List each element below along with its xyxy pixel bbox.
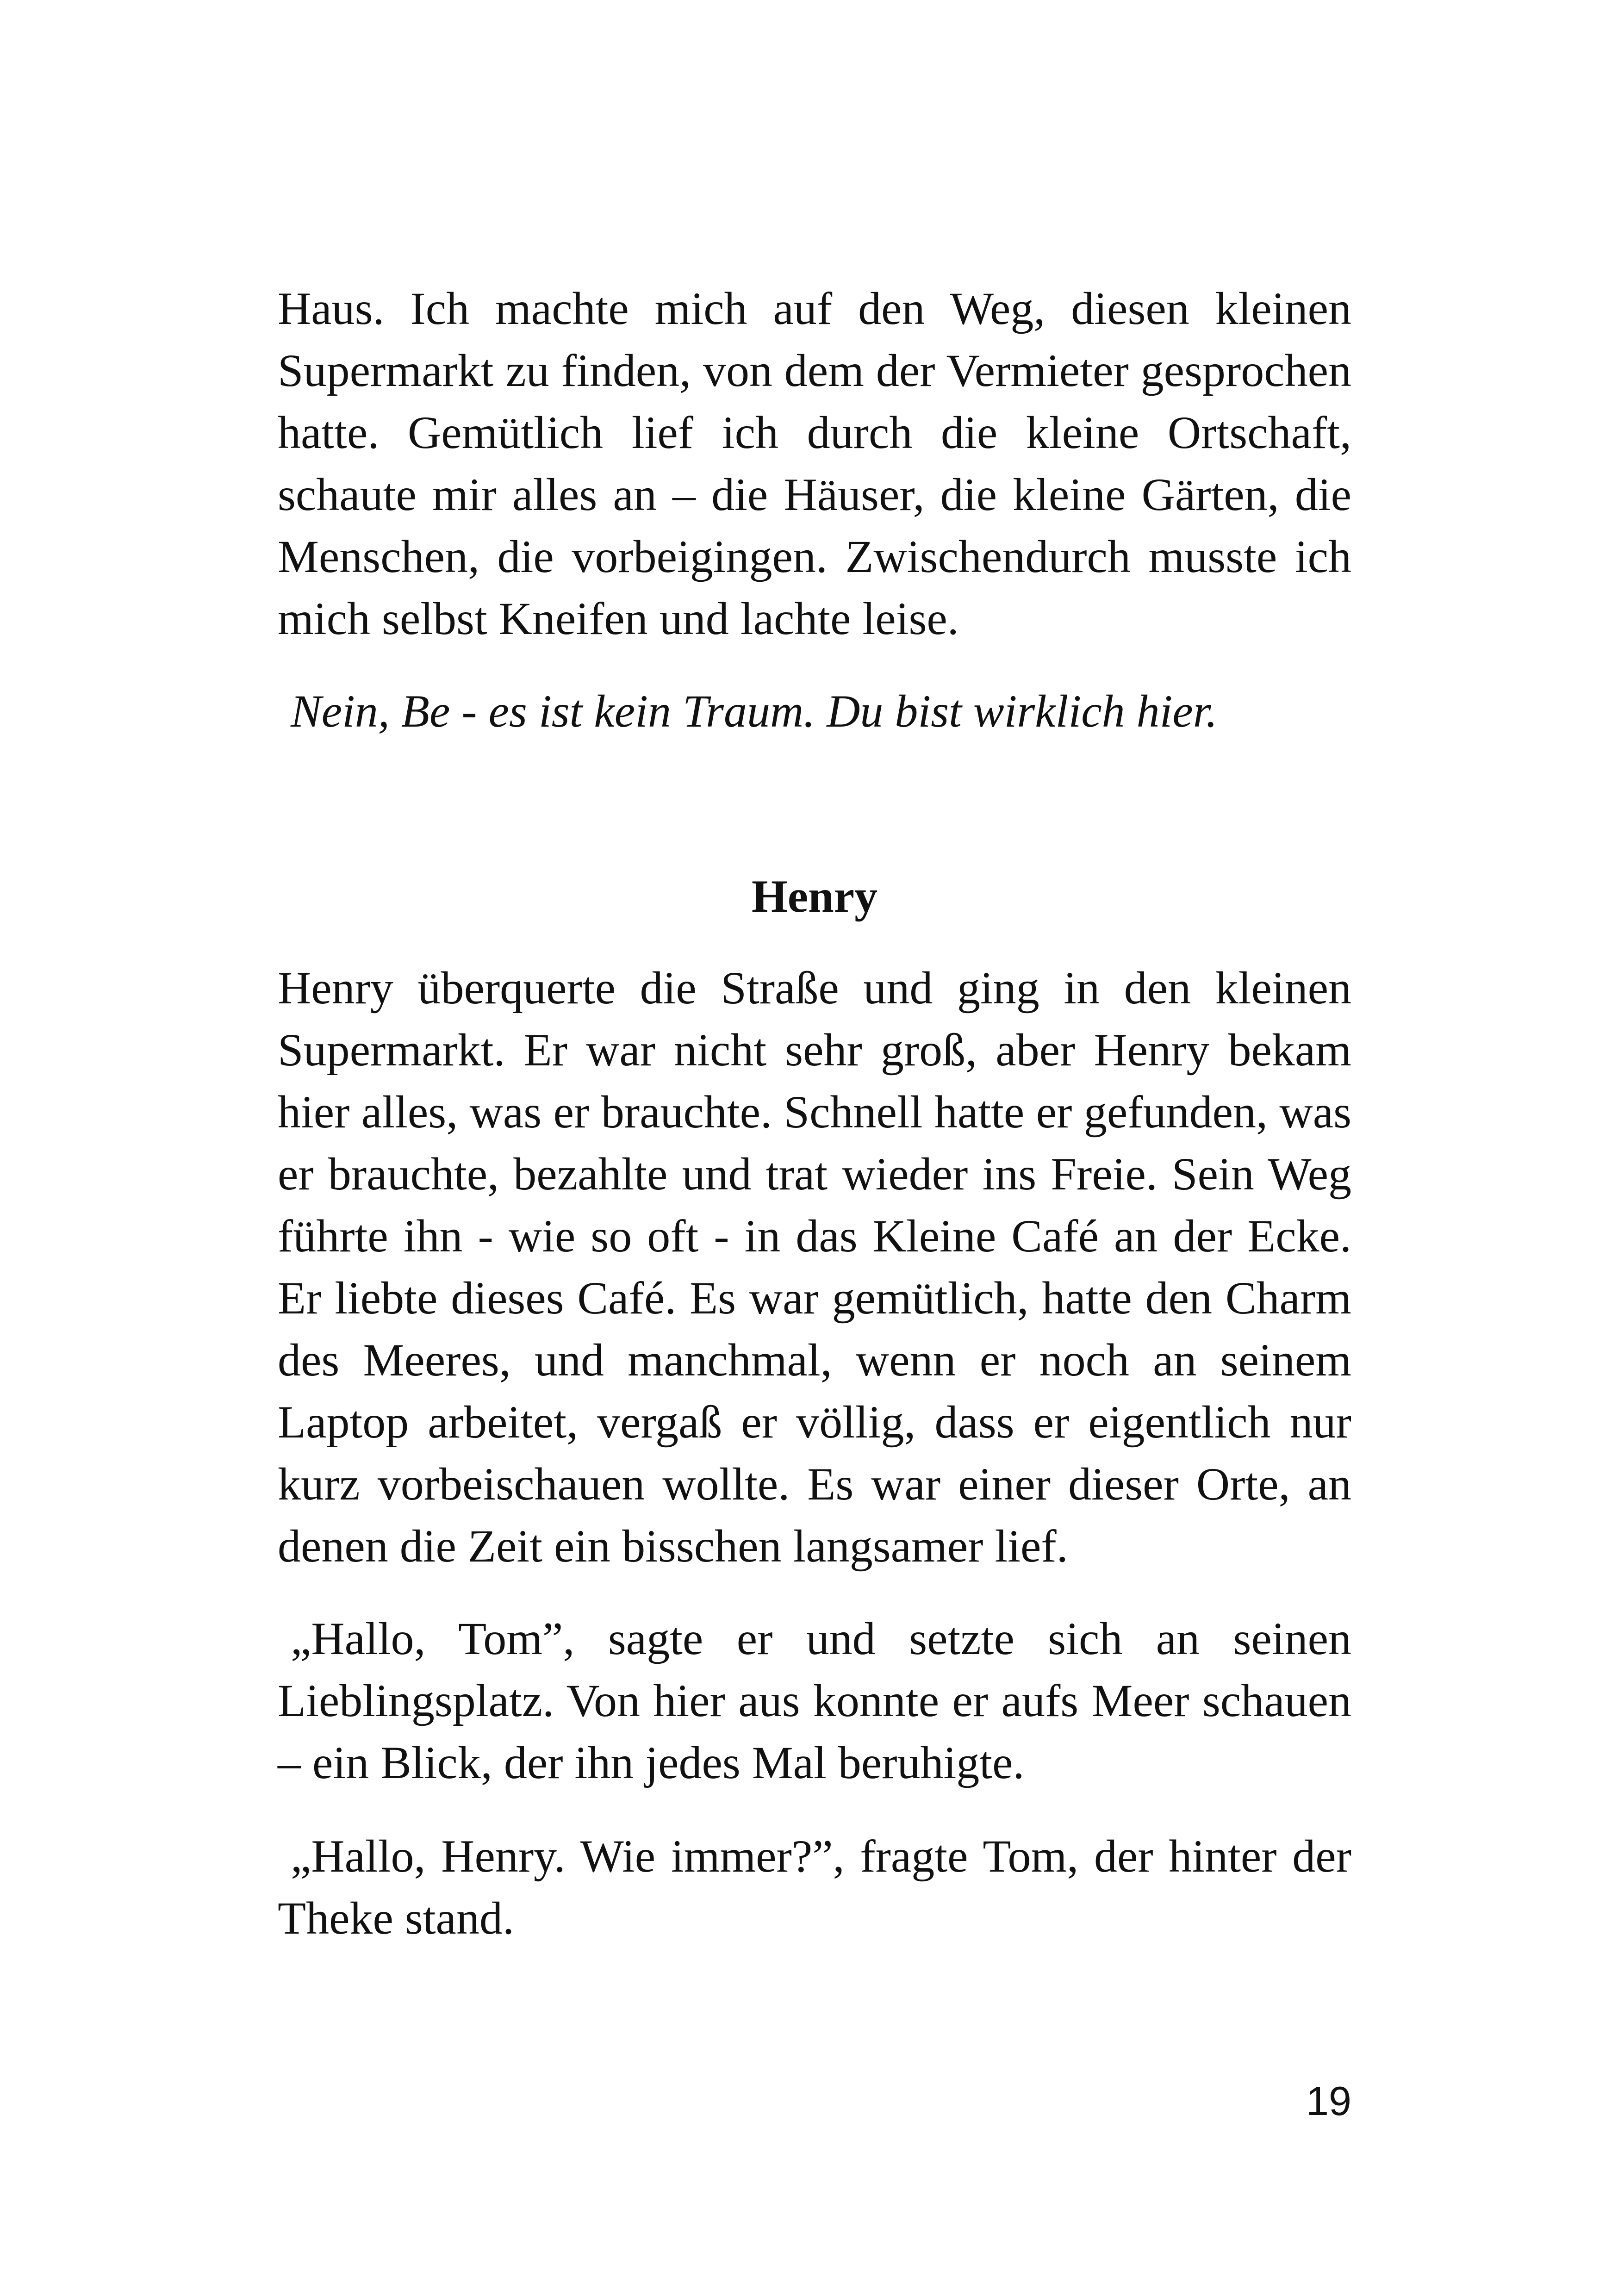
section-heading: Henry (751, 871, 878, 922)
paragraph-dialogue-tom: „Hallo, Henry. Wie immer?”, fragte Tom, der hinter der Theke stand. (278, 1830, 1351, 1944)
paragraph-henry: Henry überquerte die Straße und ging in den kleinen Supermarkt. Er war nicht sehr groß, aber Henry bekam hier alles, was er brauchte. Schnell hatte er gefunden, was er brauchte, bezahlte und trat wieder ins Freie. Sein Weg führte ihn - wie so oft - in das Kleine Café an der Ecke. Er liebte dieses Café. Es war gemütlich, hatte den Charm des Meeres, und manchmal, wenn er noch an seinem Laptop arbeitet, vergaß er völlig, dass er eigentlich nur kurz vorbeischauen wollte. Es war einer dieser Orte, an denen die Zeit ein bisschen langsamer lief. (278, 962, 1351, 1572)
paragraph-dialogue-henry: „Hallo, Tom”, sagte er und setzte sich an seinen Lieblingsplatz. Von hier aus konnte er aufs Meer schauen – ein Blick, der ihn jedes Mal beruhigte. (278, 1613, 1351, 1788)
paragraph-intro: Haus. Ich machte mich auf den Weg, diesen kleinen Supermarkt zu finden, von dem der Vermieter gesprochen hatte. Gemütlich lief ich durch die kleine Ortschaft, schaute mir alles an – die Häuser, die kleine Gärten, die Menschen, die vorbeigingen. Zwischendurch musste ich mich selbst Kneifen und lachte leise. (278, 283, 1351, 644)
italic-thought: Nein, Be - es ist kein Traum. Du bist wirklich hier. (291, 685, 1218, 737)
page-number: 19 (1306, 2078, 1351, 2124)
